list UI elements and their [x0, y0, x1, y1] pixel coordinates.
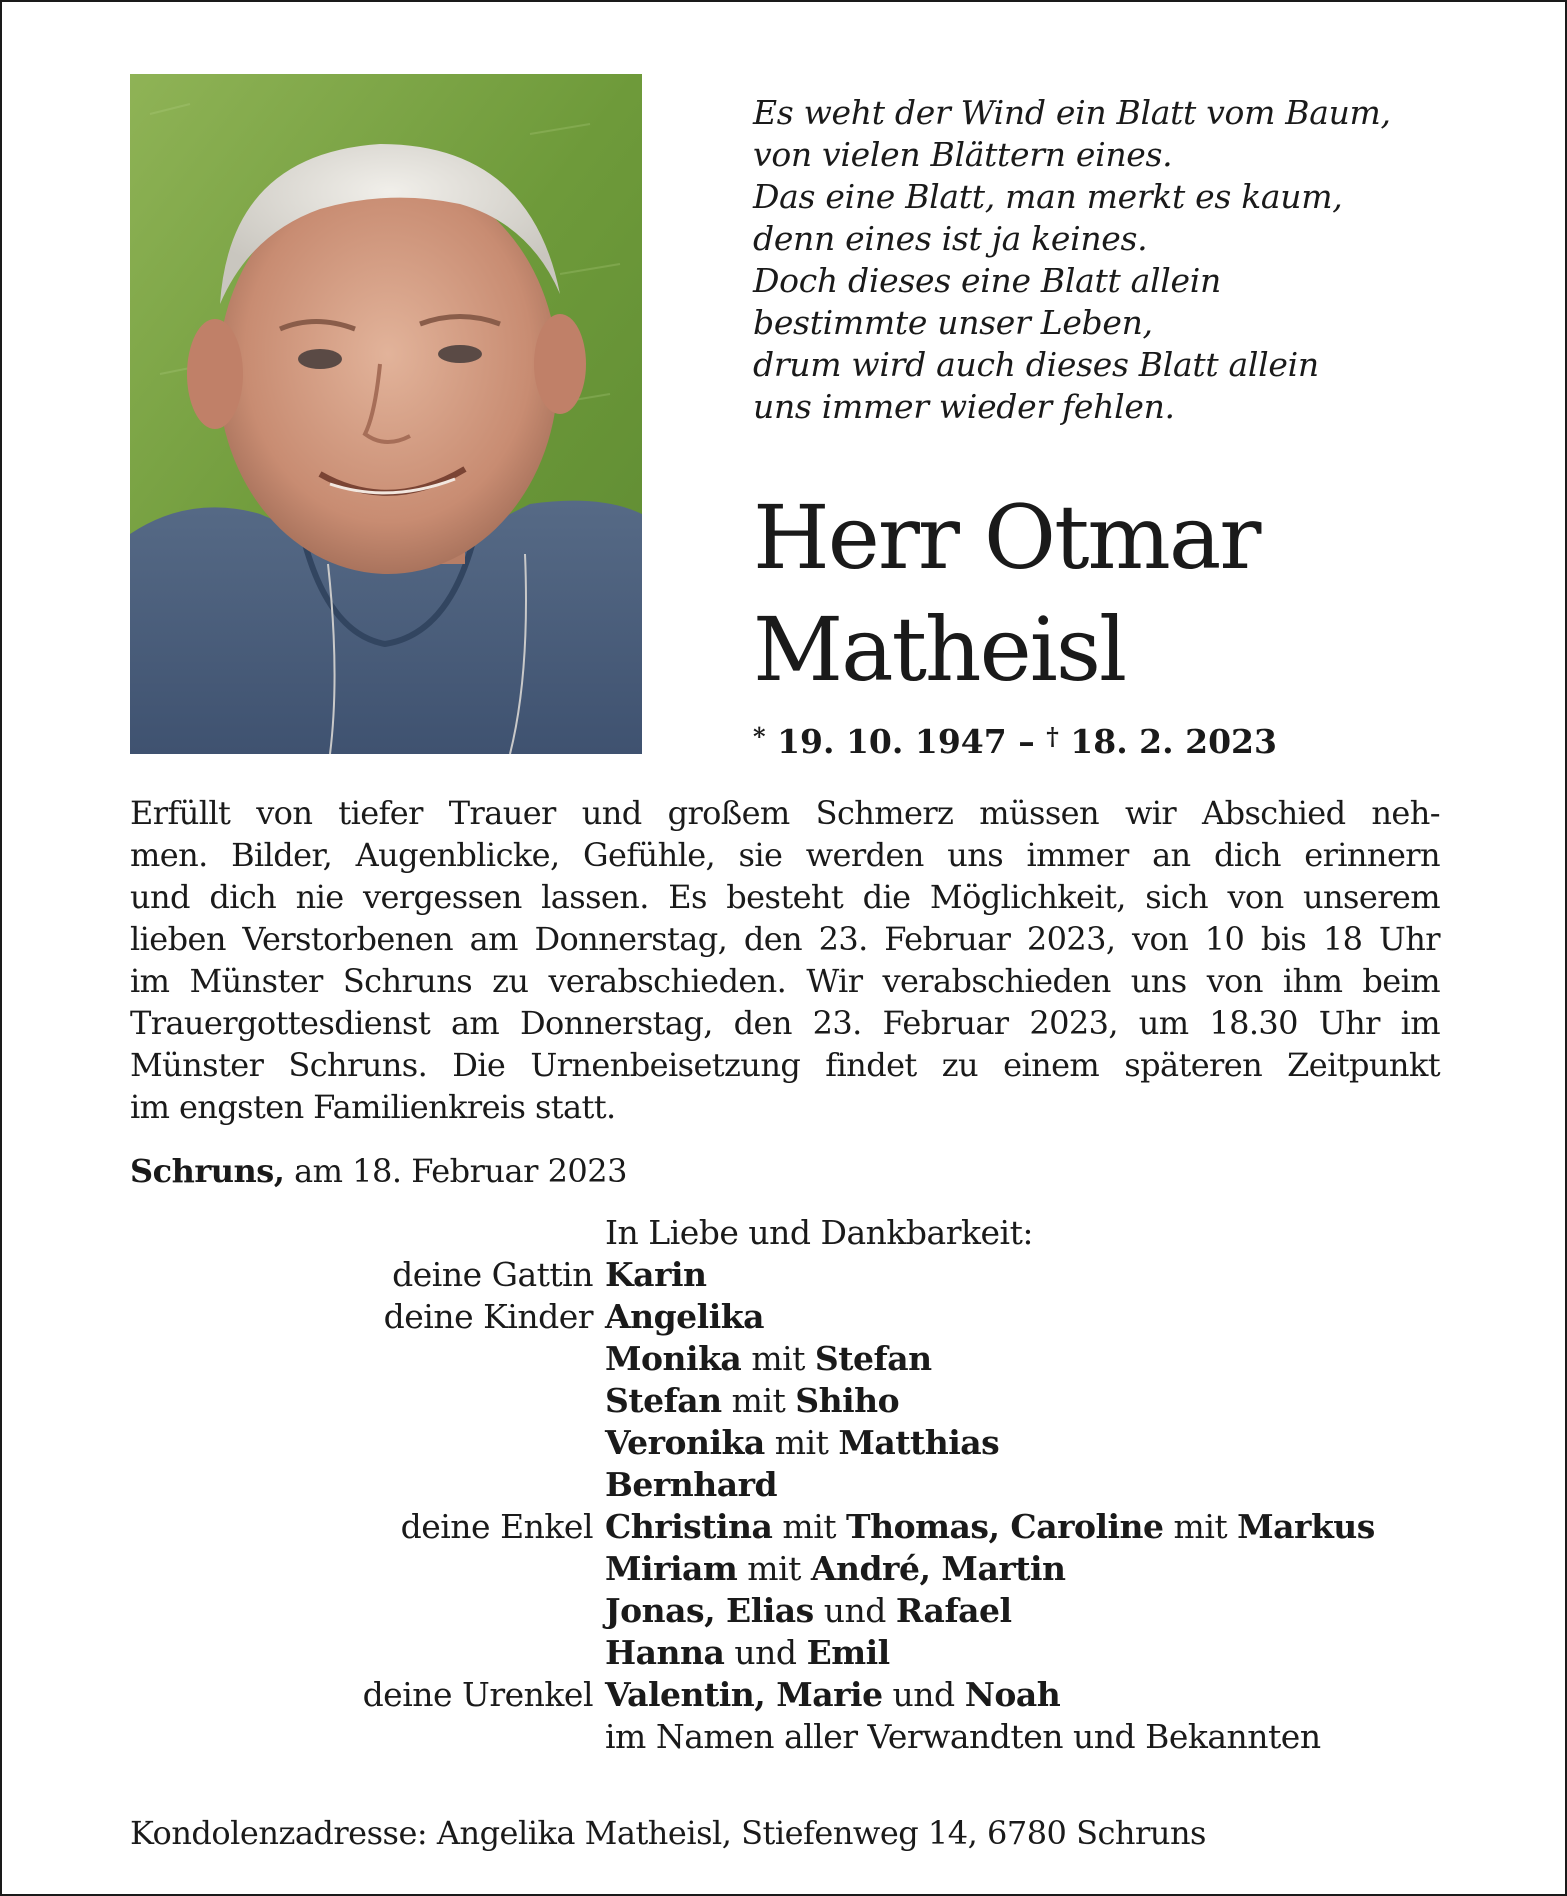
poem-line: Das eine Blatt, man merkt es kaum, [753, 177, 1343, 216]
family-connector: mit [721, 1381, 796, 1420]
birth-date: 19. 10. 1947 [777, 722, 1007, 761]
family-connector: und [813, 1591, 896, 1630]
portrait-photo-icon [130, 74, 642, 754]
family-member-name: André, Martin [810, 1549, 1066, 1588]
family-names [605, 1716, 1321, 1758]
family-row [130, 1674, 1460, 1716]
date-separator: – [1018, 722, 1035, 761]
death-date: 18. 2. 2023 [1070, 722, 1277, 761]
poem-line: von vielen Blättern eines. [753, 135, 1173, 174]
family-row [130, 1632, 1460, 1674]
announcement-text [130, 792, 1440, 1128]
family-role: deine Kinder [383, 1297, 593, 1336]
family-row [130, 1254, 1460, 1296]
poem-line: bestimmte unser Leben, [753, 303, 1153, 342]
family-role: deine Enkel [400, 1507, 593, 1546]
family-role [130, 1338, 605, 1380]
deceased-name [753, 482, 1533, 706]
family-list [130, 1212, 1460, 1758]
family-names [605, 1338, 932, 1380]
text-line: Erfüllt von tiefer Trauer und großem Schmerz müssen wir Abschied neh- [130, 794, 1440, 832]
place: Schruns, [130, 1152, 285, 1190]
family-member-name: Rafael [895, 1591, 1012, 1630]
text-line: im Münster Schruns zu verabschieden. Wir verabschieden uns von ihm beim [130, 962, 1440, 1000]
family-row [130, 1422, 1460, 1464]
family-member-name: Markus [1237, 1507, 1375, 1546]
family-member-name: Monika [605, 1339, 742, 1378]
family-row [130, 1338, 1460, 1380]
family-member-name: Noah [964, 1675, 1061, 1714]
family-names [605, 1548, 1066, 1590]
date: am 18. Februar 2023 [284, 1152, 627, 1190]
family-row [130, 1506, 1460, 1548]
family-connector: mit [741, 1339, 815, 1378]
family-role [130, 1590, 605, 1632]
family-intro: In Liebe und Dankbarkeit: [605, 1213, 1033, 1252]
death-symbol: † [1046, 722, 1059, 751]
family-names [605, 1632, 890, 1674]
family-role [130, 1716, 605, 1758]
poem-line: Doch dieses eine Blatt allein [753, 261, 1221, 300]
family-member-name: Veronika [605, 1423, 765, 1462]
life-dates [753, 722, 1277, 761]
family-connector: im Namen aller Verwandten und Bekannten [605, 1717, 1321, 1756]
family-member-name: Karin [605, 1255, 707, 1294]
family-member-name: Thomas, Caroline [846, 1507, 1164, 1546]
family-intro-row [130, 1212, 1460, 1254]
family-member-name: Angelika [605, 1297, 764, 1336]
family-member-name: Hanna [605, 1633, 725, 1672]
family-names [605, 1590, 1012, 1632]
birth-symbol: * [753, 722, 766, 751]
portrait-photo [130, 74, 642, 754]
family-names [605, 1296, 764, 1338]
family-row [130, 1464, 1460, 1506]
family-role [130, 1422, 605, 1464]
family-connector: und [724, 1633, 807, 1672]
family-row [130, 1380, 1460, 1422]
family-connector: und [882, 1675, 965, 1714]
family-row [130, 1548, 1460, 1590]
family-role [130, 1464, 605, 1506]
condolence-address: Kondolenzadresse: Angelika Matheisl, Stiefenweg 14, 6780 Schruns [130, 1814, 1206, 1852]
family-member-name: Christina [605, 1507, 773, 1546]
family-member-name: Miriam [605, 1549, 738, 1588]
family-connector: mit [772, 1507, 847, 1546]
text-line: Trauergottesdienst am Donnerstag, den 23. Februar 2023, um 18.30 Uhr im [130, 1004, 1440, 1042]
text-line: men. Bilder, Augenblicke, Gefühle, sie werden uns immer an dich erinnern [130, 836, 1440, 874]
family-member-name: Valentin, Marie [605, 1675, 883, 1714]
name-line-2: Matheisl [753, 598, 1126, 701]
family-role: deine Urenkel [362, 1675, 593, 1714]
family-connector: mit [1163, 1507, 1238, 1546]
family-names [605, 1506, 1375, 1548]
family-connector: mit [764, 1423, 839, 1462]
family-member-name: Bernhard [605, 1465, 778, 1504]
family-member-name: Matthias [838, 1423, 1000, 1462]
poem-line: denn eines ist ja keines. [753, 219, 1148, 258]
family-names [605, 1674, 1060, 1716]
place-date [130, 1152, 627, 1190]
family-row [130, 1716, 1460, 1758]
text-line: im engsten Familienkreis statt. [130, 1088, 616, 1126]
family-rows [130, 1254, 1460, 1758]
family-member-name: Emil [806, 1633, 890, 1672]
poem-line: uns immer wieder fehlen. [753, 387, 1175, 426]
family-names [605, 1422, 999, 1464]
family-row [130, 1296, 1460, 1338]
poem [753, 92, 1513, 428]
family-member-name: Stefan [605, 1381, 722, 1420]
family-names [605, 1464, 777, 1506]
family-member-name: Stefan [814, 1339, 932, 1378]
family-role [130, 1548, 605, 1590]
name-line-1: Herr Otmar [753, 486, 1260, 589]
poem-line: drum wird auch dieses Blatt allein [753, 345, 1319, 384]
family-member-name: Jonas, Elias [605, 1591, 814, 1630]
text-line: lieben Verstorbenen am Donnerstag, den 23. Februar 2023, von 10 bis 18 Uhr [130, 920, 1440, 958]
text-line: und dich nie vergessen lassen. Es besteht die Möglichkeit, sich von unserem [130, 878, 1440, 916]
family-role: deine Gattin [392, 1255, 593, 1294]
family-names [605, 1380, 899, 1422]
family-row [130, 1590, 1460, 1632]
family-role [130, 1380, 605, 1422]
family-member-name: Shiho [795, 1381, 900, 1420]
family-names [605, 1254, 706, 1296]
family-role [130, 1632, 605, 1674]
poem-line: Es weht der Wind ein Blatt vom Baum, [753, 93, 1391, 132]
text-line: Münster Schruns. Die Urnenbeisetzung findet zu einem späteren Zeitpunkt [130, 1046, 1440, 1084]
family-connector: mit [737, 1549, 811, 1588]
